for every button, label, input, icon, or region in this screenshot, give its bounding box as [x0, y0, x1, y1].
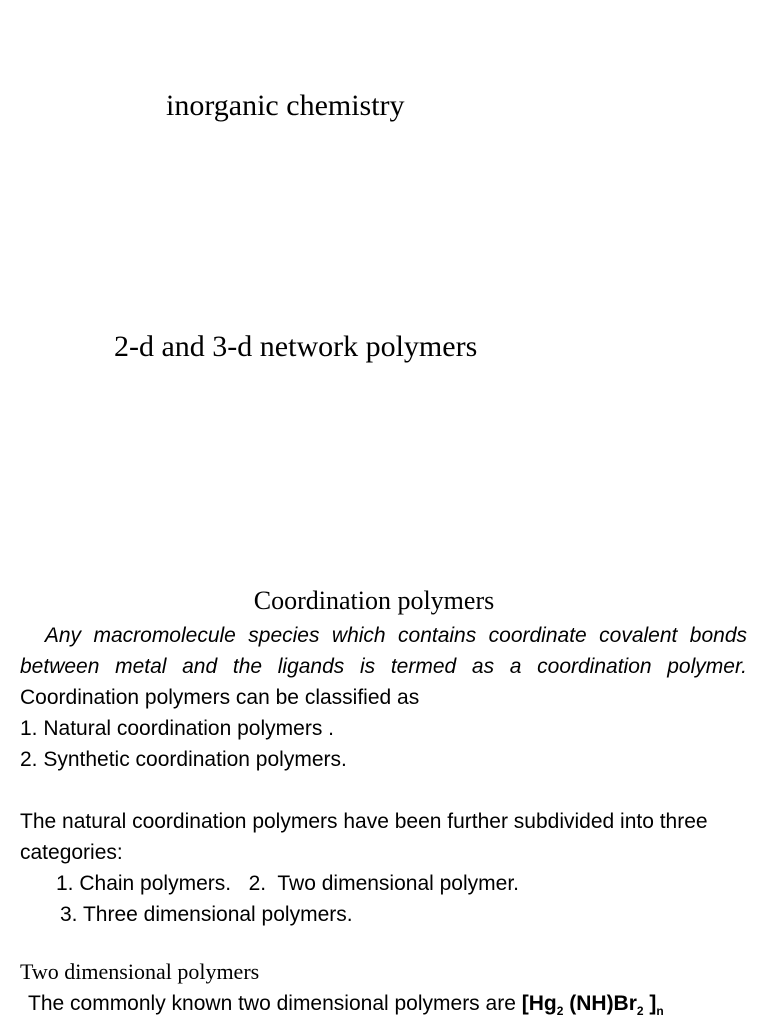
chemical-formula	[521, 992, 664, 1019]
document-subtitle: 2-d and 3-d network polymers	[114, 330, 478, 363]
formula-subscript: 2	[556, 1004, 564, 1019]
subdivision-paragraph: The natural coordination polymers have been further subdivided into three categories:	[20, 810, 708, 864]
intro-paragraph	[20, 620, 747, 713]
class-item: 1. Natural coordination polymers .	[20, 717, 334, 740]
subsection-heading: Two dimensional polymers	[20, 959, 260, 984]
categories-line: 3. Three dimensional polymers.	[60, 903, 353, 926]
formula-subscript: n	[656, 1004, 664, 1019]
formula-subscript: 2	[636, 1004, 644, 1019]
class-item: 2. Synthetic coordination polymers.	[20, 748, 347, 771]
section-heading: Coordination polymers	[253, 586, 495, 615]
formula-part: ]	[643, 992, 657, 1015]
spacer	[20, 775, 747, 806]
subsection-sentence: The commonly known two dimensional polymers are	[28, 992, 522, 1015]
intro-italic: Any macromolecule species which contains coordinate covalent bonds between metal and the ligands is termed as a coordination polymer.	[20, 624, 748, 678]
document-title: inorganic chemistry	[166, 89, 405, 122]
categories-line: 1. Chain polymers. 2. Two dimensional polymer.	[56, 872, 519, 895]
intro-rest: Coordination polymers can be classified as	[20, 686, 420, 709]
formula-part: (NH)Br	[563, 992, 637, 1015]
section-body	[20, 620, 747, 930]
subsection-text	[28, 989, 664, 1026]
formula-part: [Hg	[521, 992, 557, 1015]
